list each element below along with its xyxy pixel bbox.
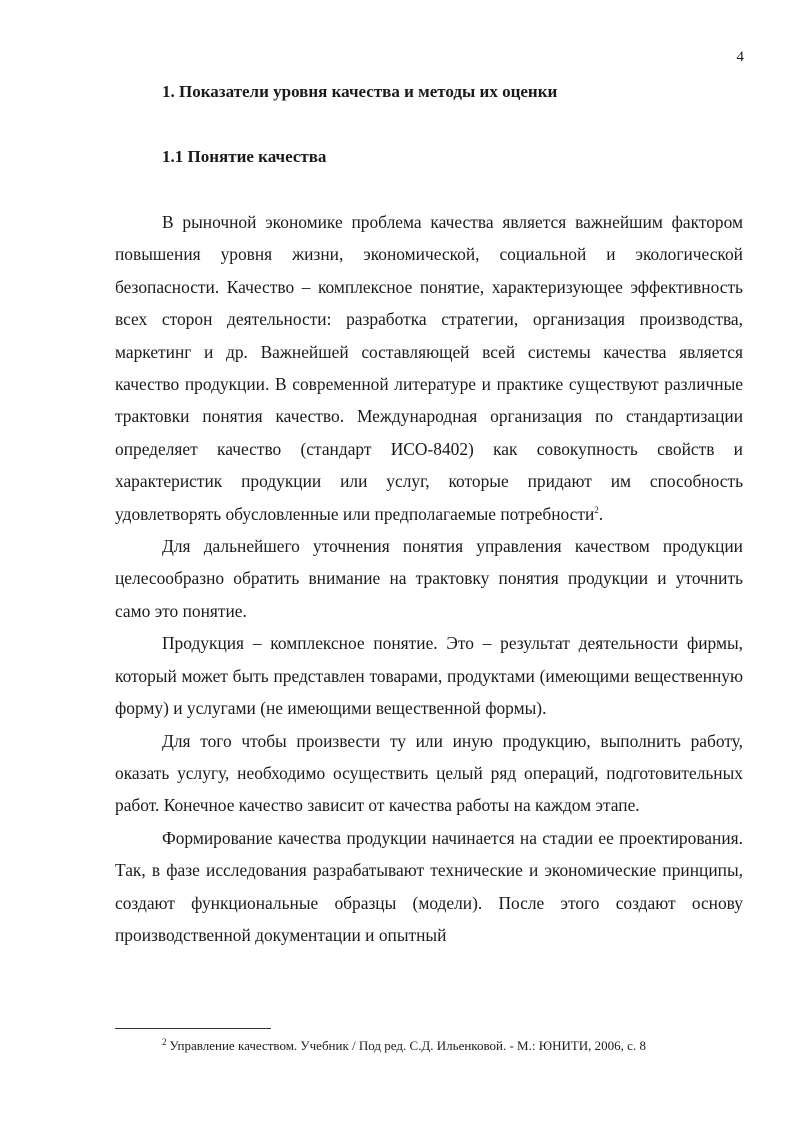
paragraph-2: Для дальнейшего уточнения понятия управления качеством продукции целесообразно обратить внимание на трактовку понятия продукции и уточнить само это понятие. <box>115 536 743 621</box>
paragraph-3: Продукция – комплексное понятие. Это – результат деятельности фирмы, который может быть представлен товарами, продуктами (имеющими вещественную форму) и услугами (не имеющими вещественной формы). <box>115 633 743 719</box>
footnote-reference: 2 <box>594 504 599 515</box>
paragraph-1-text: В рыночной экономике проблема качества является важнейшим фактором повышения уровня жизни, экономической, социальной и экологической безопасности. Качество – комплексное понятие, характеризующее эффективность всех сторон деятельности: разработка стратегии, организация производства, маркетинг и др. Важнейшей составляющей всей системы качества является качество продукции. В современной литературе и практике существуют различные трактовки понятия качество. Международная организация по стандартизации определяет качество (стандарт ИСО-8402) как совокупность свойств и характеристик продукции или услуг, которые придают им способность удовлетворять обусловленные или предполагаемые потребности <box>115 212 743 524</box>
footnote-text: Управление качеством. Учебник / Под ред. С.Д. Ильенковой. - М.: ЮНИТИ, 2006, с. 8 <box>169 1038 646 1053</box>
body-text <box>115 206 743 951</box>
section-heading: 1.1 Понятие качества <box>162 147 327 166</box>
paragraph-1-end: . <box>598 503 604 524</box>
paragraph-5: Формирование качества продукции начинается на стадии ее проектирования. Так, в фазе исследования разрабатывают технические и экономические принципы, создают функциональные образцы (модели). После этого создают основу производственной документации и опытный <box>115 827 743 945</box>
chapter-heading: 1. Показатели уровня качества и методы их оценки <box>162 82 558 101</box>
page-number: 4 <box>736 49 744 65</box>
paragraph-4: Для того чтобы произвести ту или иную продукцию, выполнить работу, оказать услугу, необходимо осуществить целый ряд операций, подготовительных работ. Конечное качество зависит от качества работы на каждом этапе. <box>115 730 743 816</box>
footnote-marker: 2 <box>162 1036 167 1047</box>
paragraph-1 <box>115 206 743 530</box>
footnote-separator <box>115 1028 271 1029</box>
footnote <box>162 1037 762 1055</box>
